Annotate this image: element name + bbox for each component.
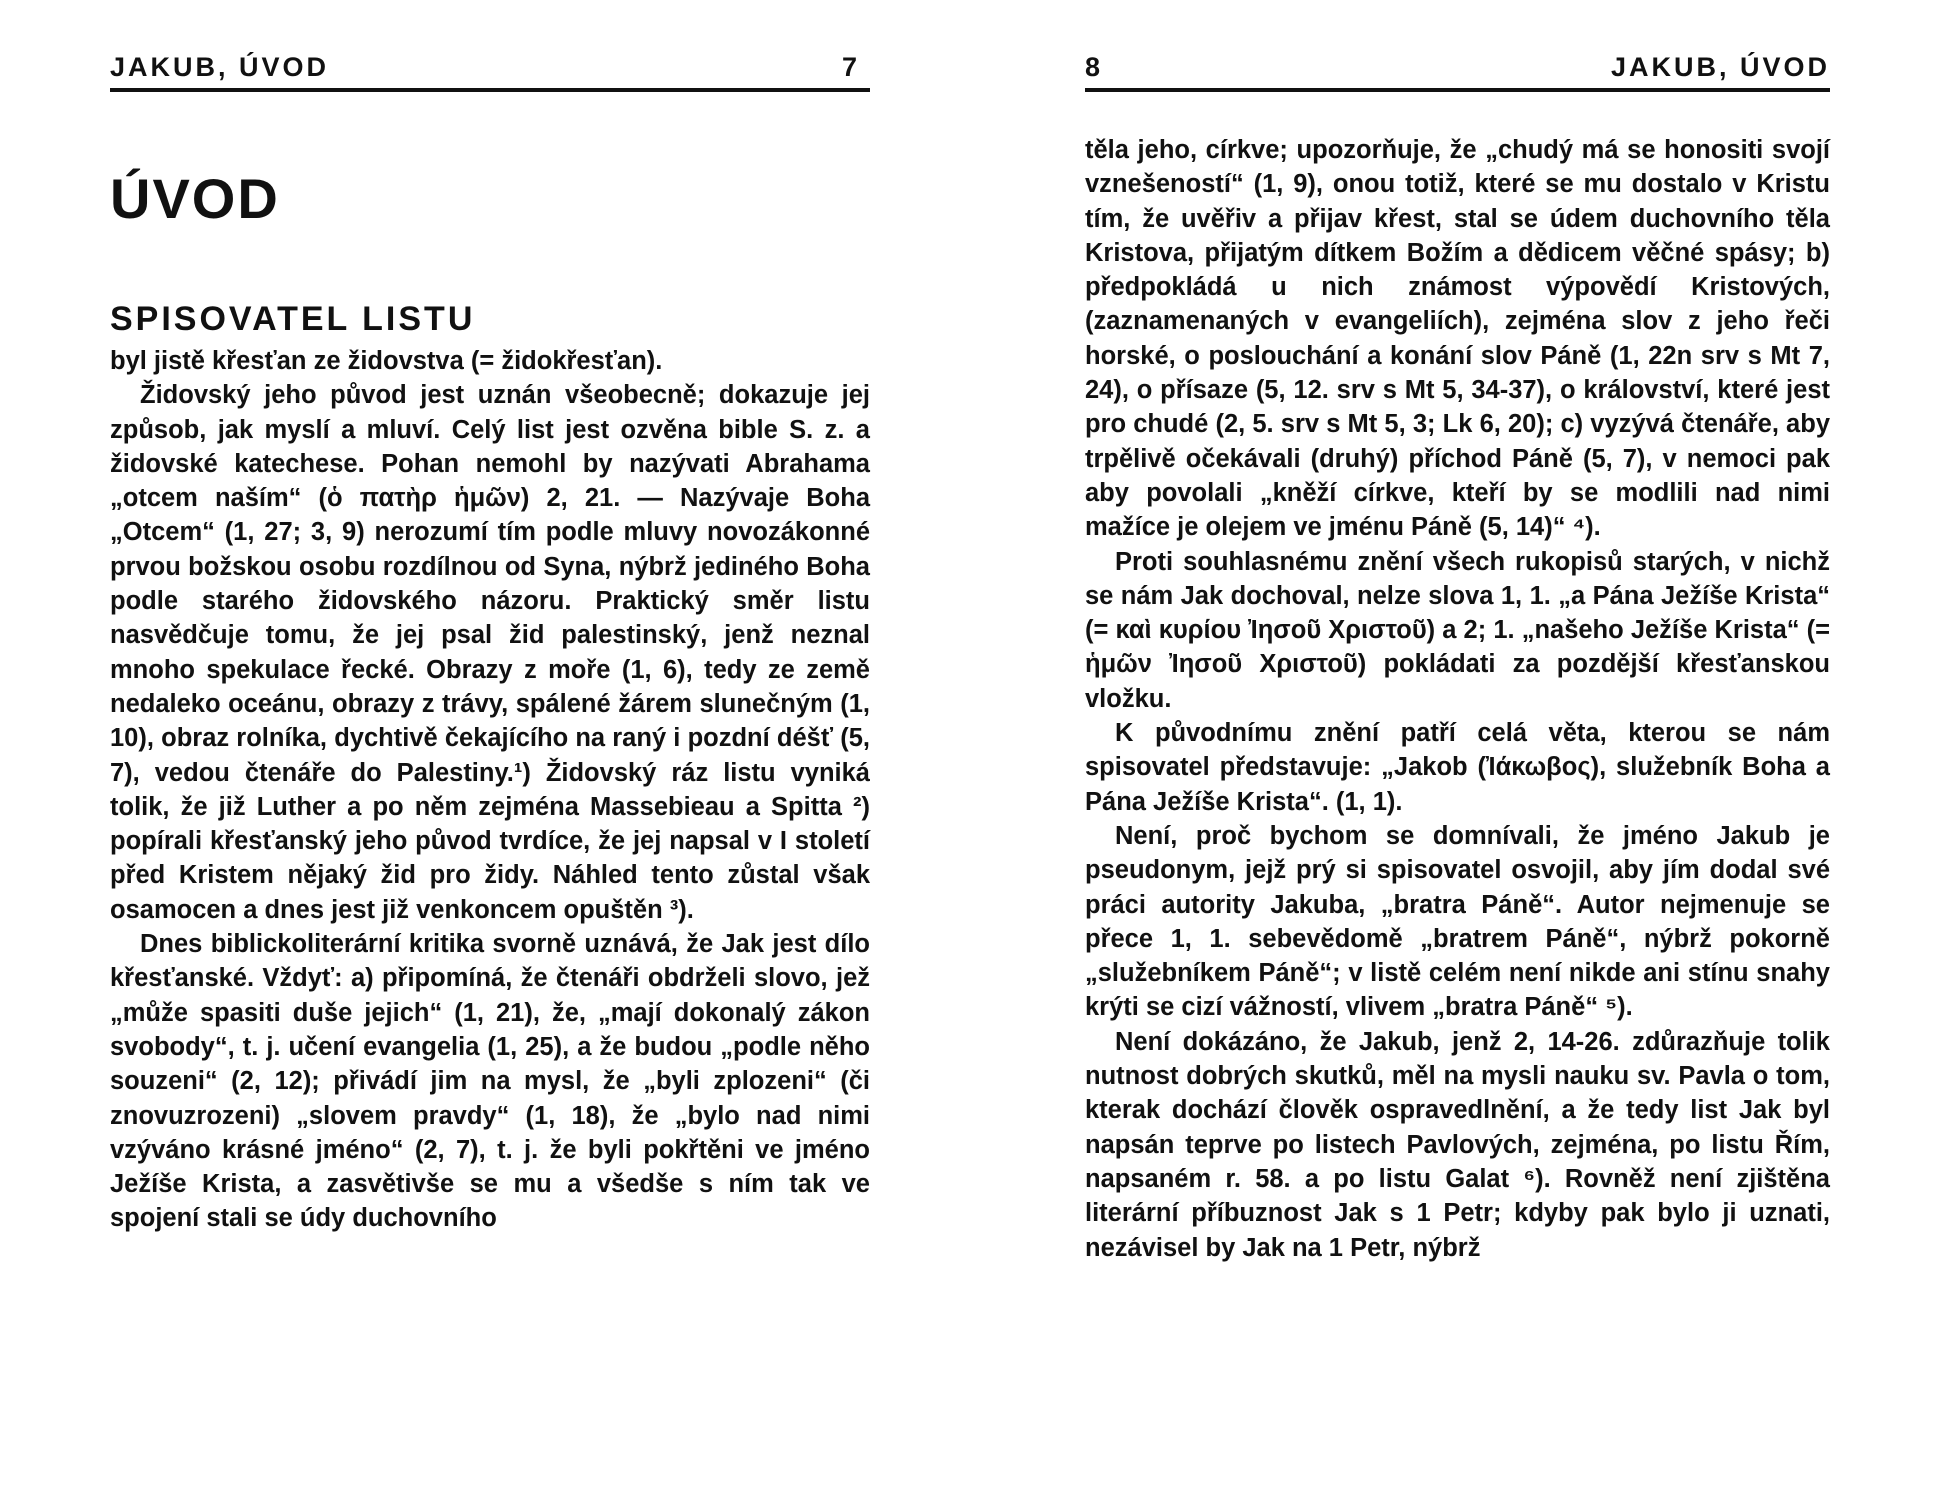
paragraph: Dnes biblickoliterární kritika svorně uznává, že Jak jest dílo křesťanské. Vždyť: a) připomíná, že čtenáři obdrželi slovo, jež „může spasiti duše jejich“ (1, 21), že, „mají dokonalý zákon svobody“, t. j. učení evangelia (1, 25), a že budou „podle něho souzeni“ (2, 12); přivádí jim na mysl, že „byli zplozeni“ (či znovuzrozeni) „slovem pravdy“ (1, 18), že „bylo nad nimi vzýváno krásné jméno“ (2, 7), t. j. že byli pokřtěni ve jméno Ježíše Krista, a zasvětivše se mu a všedše s ním tak ve spojení stali se údy duchovního [110,930,870,1233]
page-number: 7 [841,52,860,82]
right-page [1085,0,1830,1500]
paragraph: byl jistě křesťan ze židovstva (= židokřesťan). [110,347,663,375]
body-text [110,344,870,1236]
paragraph: Proti souhlasnému znění všech rukopisů starých, v nichž se nám Jak dochoval, nelze slova 1, 1. „a Pána Ježíše Krista“ (= καὶ κυρίου Ἰησοῦ Χριστοῦ) a 2; 1. „našeho Ježíše Krista“ (= ἡμῶν Ἰησοῦ Χριστοῦ) pokládati za pozdější křesťanskou vložku. [1085,547,1830,713]
paragraph: Není dokázáno, že Jakub, jenž 2, 14-26. zdůrazňuje tolik nutnost dobrých skutků, měl na mysli nauku sv. Pavla o tom, kterak dochází člověk ospravedlnění, a že tedy list Jak byl napsán teprve po listech Pavlových, zejména, po listu Řím, napsaném r. 58. a po listu Galat ⁶). Rovněž není zjištěna literární příbuznost Jak s 1 Petr; kdyby pak bylo ji uznati, nezávisel by Jak na 1 Petr, nýbrž [1085,1027,1830,1262]
paragraph: Není, proč bychom se domnívali, že jméno Jakub je pseudonym, jejž prý si spisovatel osvojil, aby jím dodal své práci autority Jakuba, „bratra Páně“. Autor nejmenuje se přece 1, 1. sebevědomě „bratrem Páně“, nýbrž pokorně „služebníkem Páně“; v listě celém není nikde ani stínu snahy krýti se cizí vážností, vlivem „bratra Páně“ ⁵). [1085,821,1830,1022]
chapter-heading: ÚVOD [110,167,280,230]
paragraph: Židovský jeho původ jest uznán všeobecně; dokazuje jej způsob, jak myslí a mluví. Celý list jest ozvěna bible S. z. a židovské katechese. Pohan nemohl by nazývati Abrahama „otcem naším“ (ὁ πατὴρ ἡμῶν) 2, 21. — Nazývaje Boha „Otcem“ (1, 27; 3, 9) nerozumí tím podle mluvy novozákonné prvou božskou osobu rozdílnou od Syna, nýbrž jediného Boha podle starého židovského názoru. Praktický směr listu nasvědčuje tomu, že jej psal žid palestinský, jenž neznal mnoho spekulace řecké. Obrazy z moře (1, 6), tedy ze země nedaleko oceánu, obrazy z trávy, spálené žárem slunečným (1, 10), obraz rolníka, dychtivě čekajícího na raný i pozdní déšť (5, 7), vedou čtenáře do Palestiny.¹) Židovský ráz listu vyniká tolik, že již Luther a po něm zejména Massebieau a Spitta ²) popírali křesťanský jeho původ tvrdíce, že jej napsal v I století před Kristem nějaký žid pro židy. Náhled tento zůstal však osamocen a dnes jest již venkoncem opuštěn ³). [110,381,870,924]
left-page [110,0,870,1500]
running-title: JAKUB, ÚVOD [1610,52,1830,82]
running-header [1085,50,1830,92]
section-heading: SPISOVATEL LISTU [110,300,476,338]
body-text [1085,133,1830,1265]
paragraph: těla jeho, církve; upozorňuje, že „chudý má se honositi svojí vznešeností“ (1, 9), onou totiž, které se mu dostalo v Kristu tím, že uvěřiv a přijav křest, stal se údem duchovního těla Kristova, přijatým dítkem Božím a dědicem věčné spásy; b) předpokládá u nich známost výpovědí Kristových, (zaznamenaných v evangeliích), zejména slov z jeho řeči horské, o poslouchání a konání slov Páně (1, 22n srv s Mt 7, 24), o přísaze (5, 12. srv s Mt 5, 34-37), o království, které jest pro chudé (2, 5. srv s Mt 5, 3; Lk 6, 20); c) vyzývá čtenáře, aby trpělivě očekávali (druhý) příchod Páně (5, 7), v nemoci pak aby povolali „kněží církve, kteří by se modlili nad nimi mažíce je olejem ve jménu Páně (5, 14)“ ⁴). [1085,136,1830,542]
page-number: 8 [1085,52,1104,82]
running-title: JAKUB, ÚVOD [110,52,330,82]
running-header [110,50,870,92]
paragraph: K původnímu znění patří celá věta, kterou se nám spisovatel představuje: „Jakob (Ἰάκωβος), služebník Boha a Pána Ježíše Krista“. (1, 1). [1085,719,1830,816]
